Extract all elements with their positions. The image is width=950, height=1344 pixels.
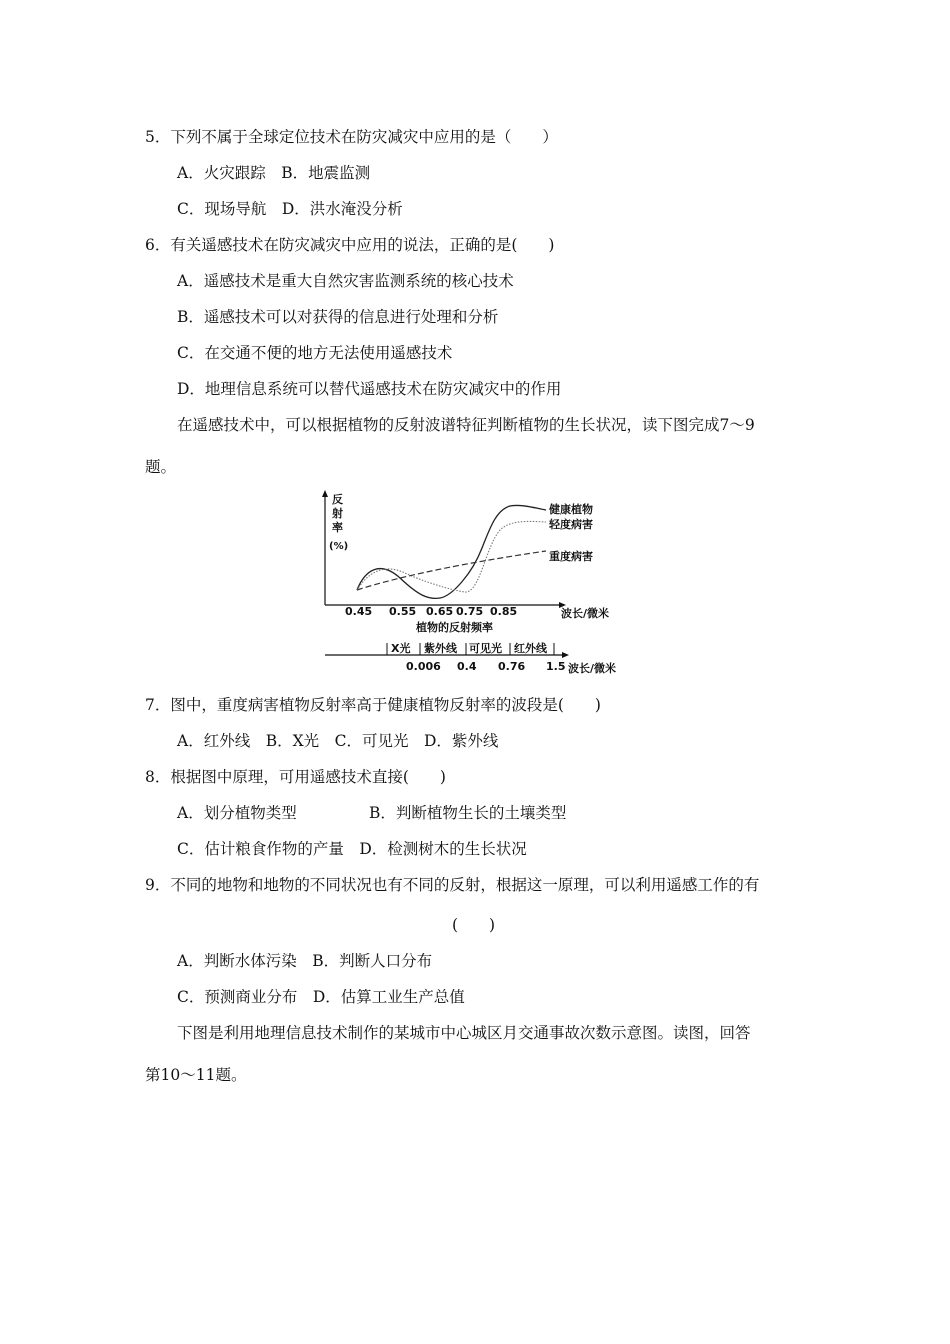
q8-stem: 8．根据图中原理，可用遥感技术直接( ) xyxy=(145,768,446,786)
q6-option-c: C．在交通不便的地方无法使用遥感技术 xyxy=(177,344,453,362)
x-tick-0-55: 0.55 xyxy=(389,605,417,618)
label-mild: 轻度病害 xyxy=(549,518,593,531)
x-tick-0-75: 0.75 xyxy=(456,605,484,618)
q8-options-cd: C．估计粮食作物的产量 D．检测树木的生长状况 xyxy=(177,840,527,858)
spectrum-label-ir: 红外线 xyxy=(514,642,547,655)
q5-stem: 5．下列不属于全球定位技术在防灾减灾中应用的是（ ） xyxy=(145,128,558,146)
reflectance-figure xyxy=(310,488,640,678)
q8-option-a: A．划分植物类型 xyxy=(177,804,297,822)
label-severe: 重度病害 xyxy=(549,550,593,563)
q7-stem: 7．图中，重度病害植物反射率高于健康植物反射率的波段是( ) xyxy=(145,696,601,714)
intro-7-9-line2: 题。 xyxy=(145,458,177,476)
x-tick-0-85: 0.85 xyxy=(490,605,518,618)
spectrum-tick-0-4: 0.4 xyxy=(457,660,477,673)
y-axis-label-3: 率 xyxy=(332,521,343,534)
x-axis-unit: 波长/微米 xyxy=(561,607,610,620)
q6-option-a: A．遥感技术是重大自然灾害监测系统的核心技术 xyxy=(177,272,514,290)
spectrum-tick-0-76: 0.76 xyxy=(498,660,526,673)
spectrum-label-visible: 可见光 xyxy=(469,642,502,655)
y-axis-arrow xyxy=(322,490,328,497)
y-axis-label-4: (%) xyxy=(329,541,349,552)
q5-options-cd: C．现场导航 D．洪水淹没分析 xyxy=(177,200,403,218)
spectrum-tick-0-006: 0.006 xyxy=(406,660,441,673)
q7-options: A．红外线 B．X光 C．可见光 D．紫外线 xyxy=(177,732,499,750)
y-axis-label-2: 射 xyxy=(332,507,343,520)
figure-caption: 植物的反射频率 xyxy=(416,621,493,634)
q6-stem: 6．有关遥感技术在防灾减灾中应用的说法，正确的是( ) xyxy=(145,236,555,254)
spectrum-axis-arrow xyxy=(562,652,569,658)
q9-answer-paren: ( ) xyxy=(452,916,496,934)
spectrum-tick-1-5: 1.5 xyxy=(546,660,566,673)
q9-options-cd: C．预测商业分布 D．估算工业生产总值 xyxy=(177,988,465,1006)
intro-7-9-line1: 在遥感技术中，可以根据植物的反射波谱特征判断植物的生长状况，读下图完成7～9 xyxy=(177,416,755,434)
spectrum-unit: 波长/微米 xyxy=(568,662,617,675)
q9-options-ab: A．判断水体污染 B．判断人口分布 xyxy=(177,952,433,970)
intro-10-11-line2: 第10～11题。 xyxy=(145,1066,247,1084)
q6-option-d: D．地理信息系统可以替代遥感技术在防灾减灾中的作用 xyxy=(177,380,562,398)
curve-severe xyxy=(357,551,546,590)
x-tick-0-45: 0.45 xyxy=(345,605,373,618)
y-axis-label-1: 反 xyxy=(332,493,343,506)
intro-10-11-line1: 下图是利用地理信息技术制作的某城市中心城区月交通事故次数示意图。读图，回答 xyxy=(177,1024,751,1042)
q9-stem: 9．不同的地物和地物的不同状况也有不同的反射，根据这一原理，可以利用遥感工作的有 xyxy=(145,876,760,894)
x-tick-0-65: 0.65 xyxy=(426,605,454,618)
spectrum-label-xray: X光 xyxy=(391,642,411,655)
q8-option-b: B．判断植物生长的土壤类型 xyxy=(369,804,567,822)
q6-option-b: B．遥感技术可以对获得的信息进行处理和分析 xyxy=(177,308,499,326)
q5-options-ab: A．火灾跟踪 B．地震监测 xyxy=(177,164,371,182)
curve-healthy xyxy=(357,505,546,598)
spectrum-label-uv: 紫外线 xyxy=(424,642,457,655)
label-healthy: 健康植物 xyxy=(549,503,593,516)
